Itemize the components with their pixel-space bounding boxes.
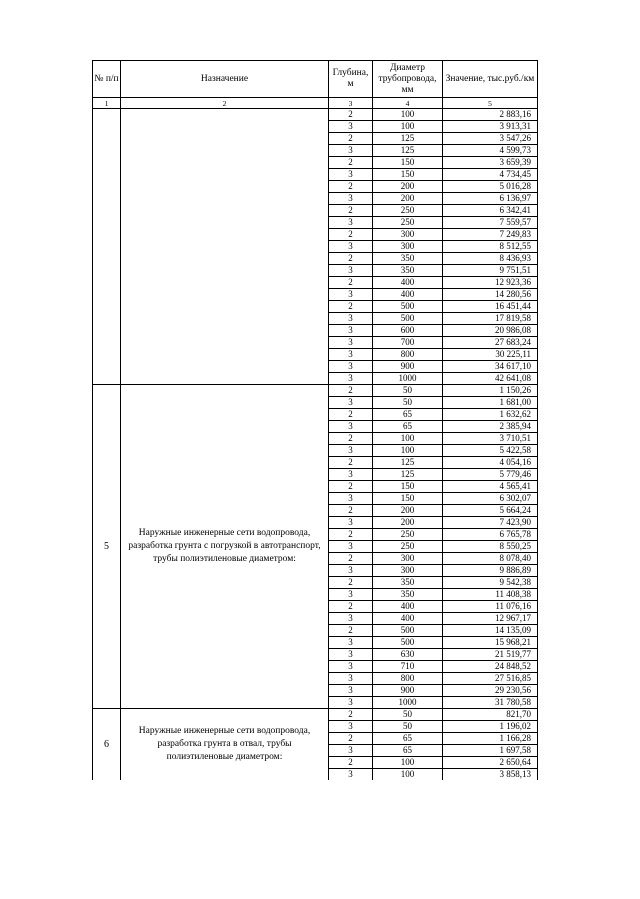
depth-cell: 3	[329, 337, 373, 349]
value-cell: 821,70	[443, 709, 538, 721]
diameter-cell: 250	[373, 205, 443, 217]
value-cell: 8 550,25	[443, 541, 538, 553]
diameter-cell: 350	[373, 265, 443, 277]
diameter-cell: 500	[373, 301, 443, 313]
depth-cell: 2	[329, 157, 373, 169]
depth-cell: 2	[329, 733, 373, 745]
depth-cell: 2	[329, 553, 373, 565]
depth-cell: 2	[329, 757, 373, 769]
value-cell: 42 641,08	[443, 373, 538, 385]
depth-cell: 2	[329, 229, 373, 241]
value-cell: 4 734,45	[443, 169, 538, 181]
value-cell: 3 858,13	[443, 769, 538, 781]
table-row	[93, 109, 538, 121]
depth-cell: 2	[329, 577, 373, 589]
depth-cell: 3	[329, 685, 373, 697]
diameter-cell: 500	[373, 313, 443, 325]
purpose-description: Наружные инженерные сети водопровода, разработка грунта в отвал, трубы полиэтиленовые диаметром:	[121, 709, 329, 781]
diameter-cell: 125	[373, 457, 443, 469]
price-table	[92, 60, 538, 780]
depth-cell: 2	[329, 109, 373, 121]
table-row	[93, 709, 538, 721]
depth-cell: 3	[329, 397, 373, 409]
value-cell: 7 559,57	[443, 217, 538, 229]
header-diameter: Диаметр трубопровода, мм	[373, 61, 443, 98]
depth-cell: 3	[329, 517, 373, 529]
diameter-cell: 900	[373, 685, 443, 697]
value-cell: 1 632,62	[443, 409, 538, 421]
depth-cell: 2	[329, 277, 373, 289]
depth-cell: 3	[329, 697, 373, 709]
header-num: № п/п	[93, 61, 121, 98]
value-cell: 3 547,26	[443, 133, 538, 145]
value-cell: 6 302,07	[443, 493, 538, 505]
diameter-cell: 100	[373, 757, 443, 769]
section-6	[93, 709, 538, 781]
diameter-cell: 350	[373, 577, 443, 589]
depth-cell: 2	[329, 457, 373, 469]
diameter-cell: 200	[373, 181, 443, 193]
depth-cell: 3	[329, 265, 373, 277]
depth-cell: 2	[329, 481, 373, 493]
depth-cell: 3	[329, 313, 373, 325]
value-cell: 8 078,40	[443, 553, 538, 565]
value-cell: 3 659,39	[443, 157, 538, 169]
row-number: 6	[93, 709, 121, 781]
diameter-cell: 1000	[373, 697, 443, 709]
value-cell: 34 617,10	[443, 361, 538, 373]
value-cell: 6 765,78	[443, 529, 538, 541]
value-cell: 5 422,58	[443, 445, 538, 457]
diameter-cell: 400	[373, 277, 443, 289]
depth-cell: 3	[329, 661, 373, 673]
depth-cell: 3	[329, 193, 373, 205]
column-number: 5	[443, 98, 538, 109]
depth-cell: 3	[329, 421, 373, 433]
value-cell: 27 683,24	[443, 337, 538, 349]
value-cell: 24 848,52	[443, 661, 538, 673]
column-number: 2	[121, 98, 329, 109]
section-5	[93, 385, 538, 709]
depth-cell: 2	[329, 133, 373, 145]
diameter-cell: 400	[373, 601, 443, 613]
depth-cell: 3	[329, 637, 373, 649]
value-cell: 11 076,16	[443, 601, 538, 613]
diameter-cell: 250	[373, 529, 443, 541]
row-number	[93, 109, 121, 385]
diameter-cell: 200	[373, 505, 443, 517]
depth-cell: 3	[329, 169, 373, 181]
depth-cell: 3	[329, 241, 373, 253]
depth-cell: 3	[329, 373, 373, 385]
diameter-cell: 900	[373, 361, 443, 373]
depth-cell: 3	[329, 613, 373, 625]
value-cell: 14 280,56	[443, 289, 538, 301]
header-purpose: Назначение	[121, 61, 329, 98]
depth-cell: 3	[329, 541, 373, 553]
depth-cell: 3	[329, 745, 373, 757]
diameter-cell: 125	[373, 469, 443, 481]
value-cell: 1 681,00	[443, 397, 538, 409]
column-number: 3	[329, 98, 373, 109]
value-cell: 9 886,89	[443, 565, 538, 577]
value-cell: 7 423,90	[443, 517, 538, 529]
depth-cell: 3	[329, 217, 373, 229]
value-cell: 1 166,28	[443, 733, 538, 745]
diameter-cell: 250	[373, 541, 443, 553]
diameter-cell: 250	[373, 217, 443, 229]
value-cell: 16 451,44	[443, 301, 538, 313]
diameter-cell: 400	[373, 289, 443, 301]
value-cell: 11 408,38	[443, 589, 538, 601]
depth-cell: 3	[329, 361, 373, 373]
depth-cell: 3	[329, 289, 373, 301]
diameter-cell: 50	[373, 721, 443, 733]
diameter-cell: 350	[373, 589, 443, 601]
diameter-cell: 150	[373, 157, 443, 169]
value-cell: 2 385,94	[443, 421, 538, 433]
diameter-cell: 150	[373, 481, 443, 493]
depth-cell: 2	[329, 181, 373, 193]
diameter-cell: 100	[373, 109, 443, 121]
depth-cell: 3	[329, 565, 373, 577]
table-row	[93, 385, 538, 397]
depth-cell: 2	[329, 601, 373, 613]
header-value: Значение, тыс.руб./км	[443, 61, 538, 98]
depth-cell: 2	[329, 505, 373, 517]
purpose-description	[121, 109, 329, 385]
diameter-cell: 500	[373, 637, 443, 649]
value-cell: 21 519,77	[443, 649, 538, 661]
header-depth: Глубина, м	[329, 61, 373, 98]
diameter-cell: 65	[373, 421, 443, 433]
value-cell: 9 751,51	[443, 265, 538, 277]
value-cell: 9 542,38	[443, 577, 538, 589]
value-cell: 8 436,93	[443, 253, 538, 265]
value-cell: 27 516,85	[443, 673, 538, 685]
depth-cell: 2	[329, 625, 373, 637]
diameter-cell: 100	[373, 445, 443, 457]
value-cell: 31 780,58	[443, 697, 538, 709]
column-number: 1	[93, 98, 121, 109]
value-cell: 20 986,08	[443, 325, 538, 337]
diameter-cell: 125	[373, 145, 443, 157]
depth-cell: 3	[329, 121, 373, 133]
value-cell: 4 599,73	[443, 145, 538, 157]
column-number: 4	[373, 98, 443, 109]
depth-cell: 3	[329, 769, 373, 781]
diameter-cell: 400	[373, 613, 443, 625]
value-cell: 3 710,51	[443, 433, 538, 445]
depth-cell: 2	[329, 433, 373, 445]
diameter-cell: 50	[373, 397, 443, 409]
diameter-cell: 150	[373, 169, 443, 181]
diameter-cell: 300	[373, 241, 443, 253]
diameter-cell: 50	[373, 385, 443, 397]
section-continued	[93, 109, 538, 385]
depth-cell: 2	[329, 385, 373, 397]
diameter-cell: 300	[373, 553, 443, 565]
diameter-cell: 300	[373, 565, 443, 577]
depth-cell: 3	[329, 649, 373, 661]
value-cell: 1 150,26	[443, 385, 538, 397]
diameter-cell: 65	[373, 409, 443, 421]
diameter-cell: 100	[373, 433, 443, 445]
depth-cell: 2	[329, 301, 373, 313]
diameter-cell: 710	[373, 661, 443, 673]
diameter-cell: 150	[373, 493, 443, 505]
diameter-cell: 800	[373, 349, 443, 361]
depth-cell: 3	[329, 145, 373, 157]
depth-cell: 2	[329, 529, 373, 541]
depth-cell: 3	[329, 589, 373, 601]
diameter-cell: 100	[373, 121, 443, 133]
diameter-cell: 65	[373, 745, 443, 757]
depth-cell: 3	[329, 673, 373, 685]
depth-cell: 2	[329, 409, 373, 421]
value-cell: 8 512,55	[443, 241, 538, 253]
value-cell: 29 230,56	[443, 685, 538, 697]
value-cell: 5 779,46	[443, 469, 538, 481]
depth-cell: 2	[329, 709, 373, 721]
diameter-cell: 700	[373, 337, 443, 349]
diameter-cell: 200	[373, 517, 443, 529]
depth-cell: 3	[329, 349, 373, 361]
value-cell: 5 664,24	[443, 505, 538, 517]
diameter-cell: 500	[373, 625, 443, 637]
value-cell: 2 883,16	[443, 109, 538, 121]
diameter-cell: 100	[373, 769, 443, 781]
column-number-row	[93, 98, 538, 109]
value-cell: 2 650,64	[443, 757, 538, 769]
depth-cell: 3	[329, 721, 373, 733]
depth-cell: 3	[329, 445, 373, 457]
diameter-cell: 1000	[373, 373, 443, 385]
row-number: 5	[93, 385, 121, 709]
depth-cell: 2	[329, 205, 373, 217]
depth-cell: 3	[329, 325, 373, 337]
depth-cell: 3	[329, 493, 373, 505]
diameter-cell: 630	[373, 649, 443, 661]
value-cell: 12 967,17	[443, 613, 538, 625]
value-cell: 30 225,11	[443, 349, 538, 361]
diameter-cell: 300	[373, 229, 443, 241]
value-cell: 3 913,31	[443, 121, 538, 133]
value-cell: 4 565,41	[443, 481, 538, 493]
value-cell: 7 249,83	[443, 229, 538, 241]
diameter-cell: 50	[373, 709, 443, 721]
value-cell: 1 196,02	[443, 721, 538, 733]
diameter-cell: 125	[373, 133, 443, 145]
diameter-cell: 350	[373, 253, 443, 265]
value-cell: 4 054,16	[443, 457, 538, 469]
diameter-cell: 800	[373, 673, 443, 685]
diameter-cell: 65	[373, 733, 443, 745]
value-cell: 15 968,21	[443, 637, 538, 649]
value-cell: 6 136,97	[443, 193, 538, 205]
diameter-cell: 200	[373, 193, 443, 205]
value-cell: 6 342,41	[443, 205, 538, 217]
depth-cell: 3	[329, 469, 373, 481]
depth-cell: 2	[329, 253, 373, 265]
value-cell: 5 016,28	[443, 181, 538, 193]
value-cell: 17 819,58	[443, 313, 538, 325]
diameter-cell: 600	[373, 325, 443, 337]
value-cell: 12 923,36	[443, 277, 538, 289]
value-cell: 14 135,09	[443, 625, 538, 637]
purpose-description: Наружные инженерные сети водопровода, разработка грунта с погрузкой в автотранспорт, трубы полиэтиленовые диаметром:	[121, 385, 329, 709]
value-cell: 1 697,58	[443, 745, 538, 757]
table-header	[93, 61, 538, 109]
